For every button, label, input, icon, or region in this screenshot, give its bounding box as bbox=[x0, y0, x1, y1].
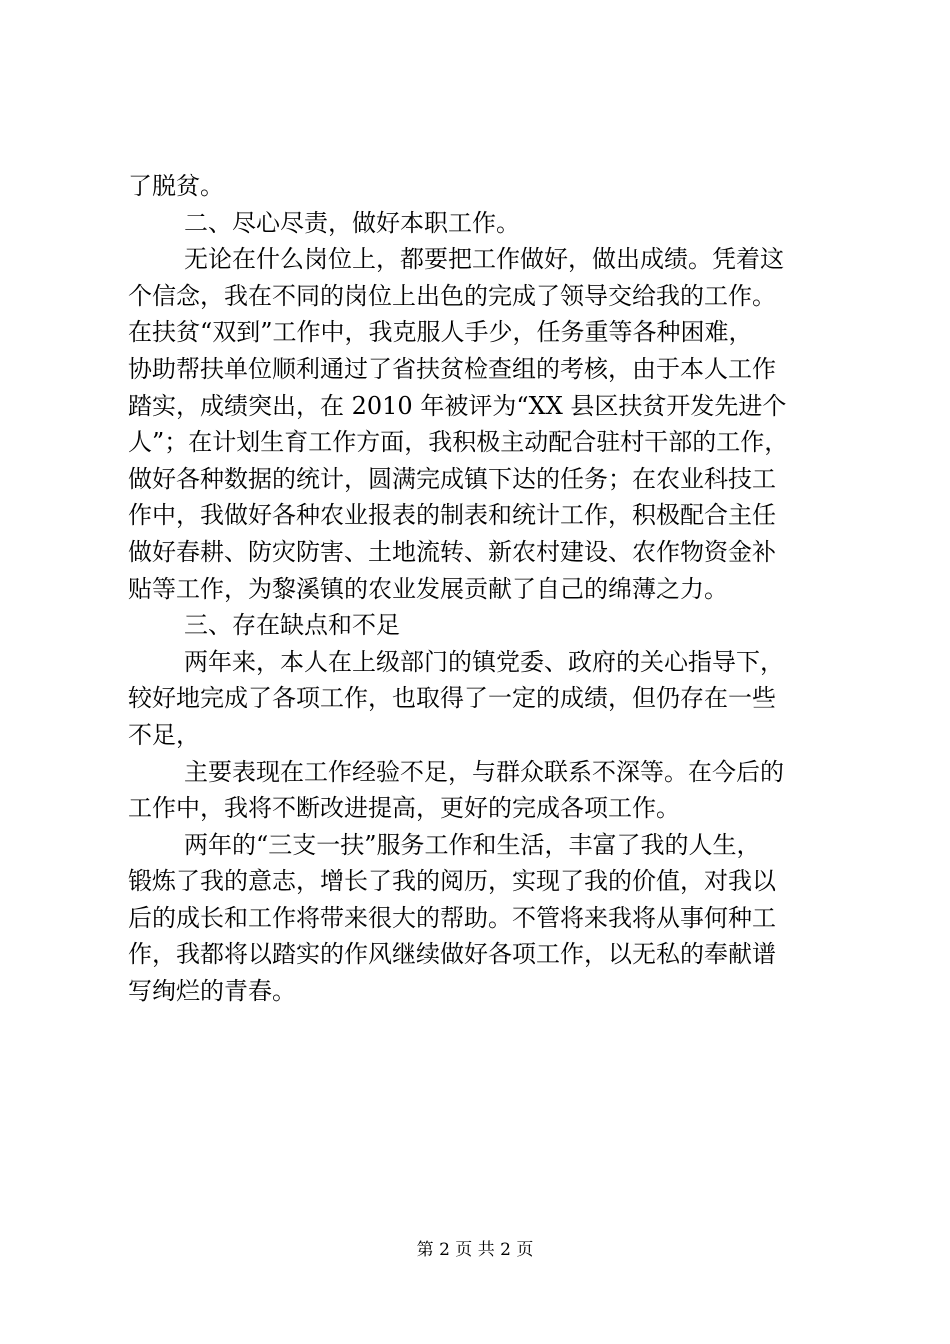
text-line: 锻炼了我的意志，增长了我的阅历，实现了我的价值，对我以 bbox=[128, 867, 776, 896]
text-line: 两年的“三支一扶”服务工作和生活，丰富了我的人生， bbox=[184, 830, 761, 859]
text-line: 较好地完成了各项工作，也取得了一定的成绩，但仍存在一些 bbox=[128, 684, 776, 713]
text-line: 工作中，我将不断改进提高，更好的完成各项工作。 bbox=[128, 794, 680, 823]
text-line: 人”；在计划生育工作方面，我积极主动配合驻村干部的工作， bbox=[128, 428, 789, 457]
text-line: 踏实，成绩突出，在 2010 年被评为“XX 县区扶贫开发先进个 bbox=[128, 391, 787, 420]
document-body bbox=[128, 168, 848, 1010]
text-line: 贴等工作，为黎溪镇的农业发展贡献了自己的绵薄之力。 bbox=[128, 574, 728, 603]
text-line: 主要表现在工作经验不足，与群众联系不深等。在今后的 bbox=[184, 757, 784, 786]
text-line: 了脱贫。 bbox=[128, 172, 224, 200]
text-line: 在扶贫“双到”工作中，我克服人手少，任务重等各种困难， bbox=[128, 318, 753, 347]
text-line: 作，我都将以踏实的作风继续做好各项工作，以无私的奉献谱 bbox=[128, 940, 776, 969]
page-footer: 第 2 页 共 2 页 bbox=[416, 1240, 534, 1260]
text-line: 协助帮扶单位顺利通过了省扶贫检查组的考核，由于本人工作 bbox=[128, 354, 776, 383]
text-line: 做好各种数据的统计，圆满完成镇下达的任务；在农业科技工 bbox=[128, 464, 776, 493]
text-line: 三、存在缺点和不足 bbox=[184, 611, 400, 640]
text-line: 写绚烂的青春。 bbox=[128, 977, 296, 1006]
text-line: 二、尽心尽责，做好本职工作。 bbox=[184, 208, 520, 237]
text-line: 个信念，我在不同的岗位上出色的完成了领导交给我的工作。 bbox=[128, 281, 776, 310]
text-line: 做好春耕、防灾防害、土地流转、新农村建设、农作物资金补 bbox=[128, 537, 776, 566]
text-line: 不足， bbox=[128, 720, 200, 749]
text-line: 后的成长和工作将带来很大的帮助。不管将来我将从事何种工 bbox=[128, 903, 776, 932]
text-line: 作中，我做好各种农业报表的制表和统计工作，积极配合主任 bbox=[128, 501, 776, 530]
text-line: 两年来，本人在上级部门的镇党委、政府的关心指导下， bbox=[184, 647, 784, 676]
text-line: 无论在什么岗位上，都要把工作做好，做出成绩。凭着这 bbox=[184, 245, 784, 274]
